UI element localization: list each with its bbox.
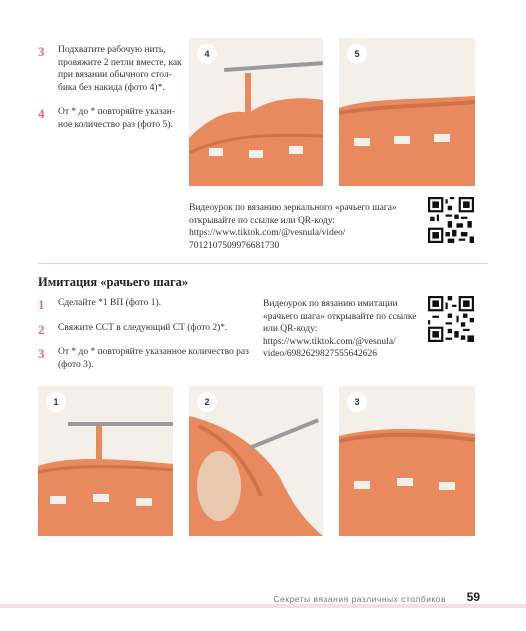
qr-code-icon[interactable] [428,197,474,243]
qr-code-icon[interactable] [428,296,474,342]
section-divider [38,263,488,264]
photo-4 [189,38,323,186]
photo-badge: 2 [197,392,217,412]
step-text: Подхватите рабочую нить, провяжите 2 петли вместе, как при вязании обычного стол- бика без накида (фото 4)*. [58,45,182,93]
footer-chapter-title: Секреты вязания различных столбиков [273,594,446,604]
step-text: От * до * повторяйте указанное количество раз (фото 3). [58,347,249,370]
step-number: 3 [38,346,45,361]
video-note-bottom: Видеоурок по вязанию имитации «рачьего шага» открывайте по ссылке или QR-коду: https://www.tiktok.com/@vesnula/ video/6982629827555642626 [263,299,417,359]
photo-1 [38,386,173,536]
footer-bar [0,604,526,608]
photo-2 [189,386,323,536]
photo-5 [339,38,475,186]
photo-badge: 1 [46,392,66,412]
step-number: 2 [38,322,45,337]
step-number: 1 [38,297,45,312]
photo-badge: 3 [347,392,367,412]
page-number: 59 [466,590,480,604]
photo-badge: 5 [347,44,367,64]
step-number: 3 [38,44,45,59]
photo-3 [339,386,475,536]
step-text: Свяжите ССТ в следующий СТ (фото 2)*. [58,323,228,333]
video-note-top: Видеоурок по вязанию зеркального «рачьего шага» открывайте по ссылке или QR-коду: https://www.tiktok.com/@vesnula/video/ 7012107509976681730 [189,203,397,251]
photo-badge: 4 [197,44,217,64]
section-title: Имитация «рачьего шага» [38,275,189,289]
step-text: От * до * повторяйте указан- ное количество раз (фото 5). [58,107,176,130]
step-number: 4 [38,106,45,121]
step-text: Сделайте *1 ВП (фото 1). [58,298,162,308]
